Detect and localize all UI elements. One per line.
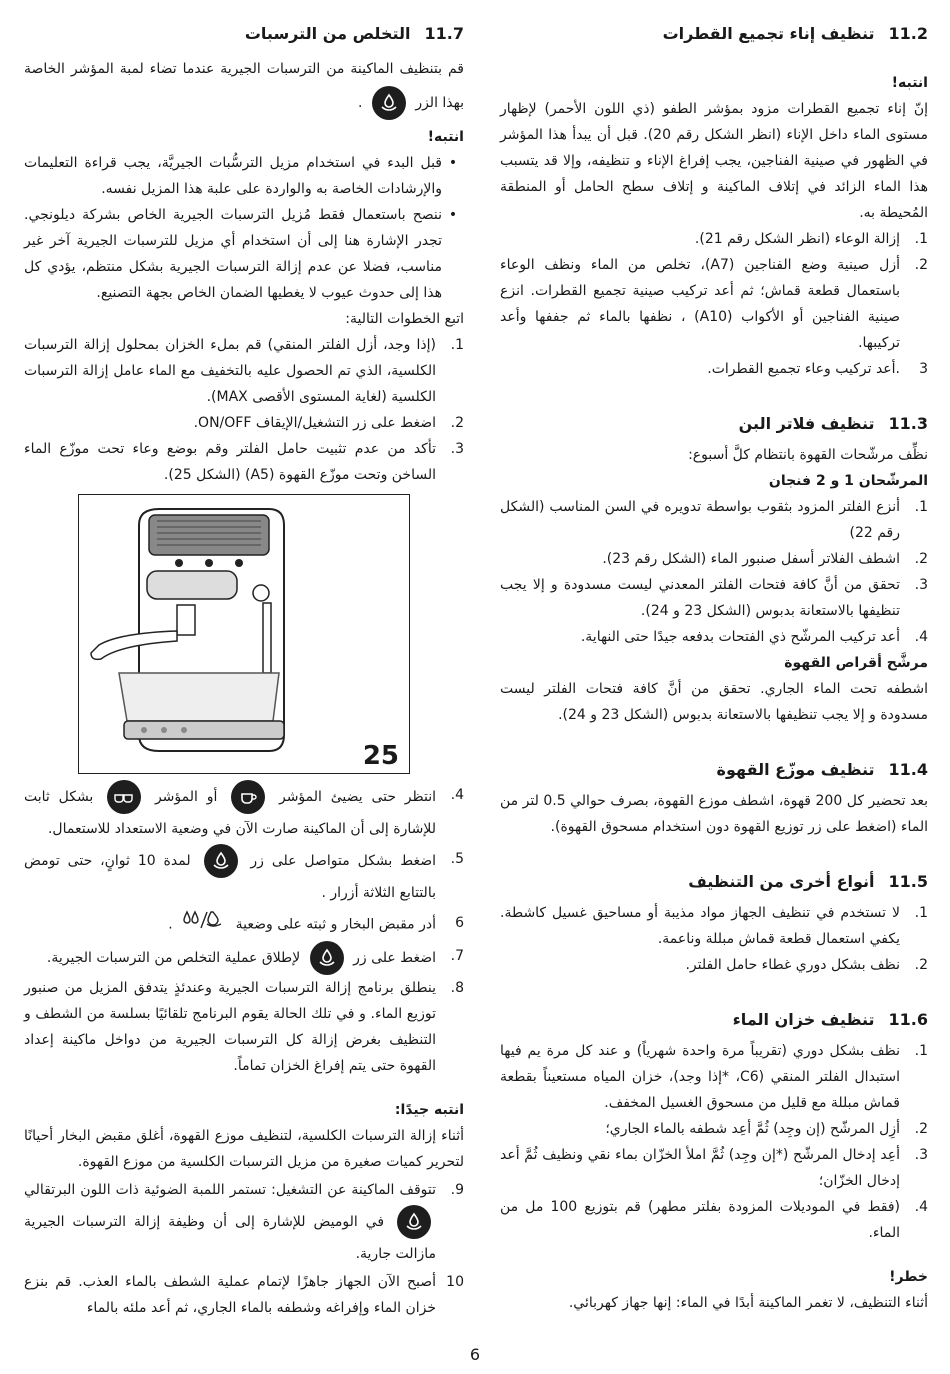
list-item: 8. ينطلق برنامج إزالة الترسبات الجيرية وعندئذٍ يتدفق المزيل من صنبور توزيع الماء. و في تلك الحالة يقوم البرنامج تلقائيًا بسلسة من الشطف و التنظيف بغرض إزالة كل الترسبات الجيرية من دواخل ماكينة إعداد القهوة حتى يتم إفراغ الخزان تماماً. <box>24 980 464 1074</box>
paragraph: اشطفه تحت الماء الجاري. تحقق من أنَّ كافة فتحات الفلتر ليست مسدودة و إلا يجب تنظيفها بالاستعانة بدبوس (الشكل 23 و 24). <box>500 681 928 723</box>
coffee-machine-illustration <box>79 495 409 773</box>
danger-label: خطر! <box>889 1269 928 1285</box>
subheading: مرشَّح أقراص القهوة <box>784 655 928 671</box>
list-item: 2. اضغط على زر التشغيل/الإيقاف ON/OFF. <box>193 415 464 431</box>
warning-label: انتبه جيدًا: <box>394 1102 464 1118</box>
descale-icon <box>310 941 344 975</box>
list-item: 4. أعد تركيب المرشّح ذي الفتحات بدفعه جيدًا حتى النهاية. <box>580 629 928 645</box>
figure-coffee-machine <box>78 494 410 774</box>
list-item: 1. أنزع الفلتر المزود بثقوب بواسطة تدويره في السن المناسب (الشكل رقم 22) <box>500 499 928 541</box>
list-item: 4. (فقط في الموديلات المزودة بفلتر مطهر) قم بتوزيع 100 مل من الماء. <box>500 1199 928 1241</box>
list-item: 2. أزِل المرشّح (إن وجِد) ثُمَّ أعِد شطفه بالماء الجاري؛ <box>605 1121 928 1137</box>
left-column <box>24 12 464 1321</box>
list-item: 2. اشطف الفلاتر أسفل صنبور الماء (الشكل رقم 23). <box>602 551 928 567</box>
subheading: المرشّحان 1 و 2 فنجان <box>768 473 928 489</box>
paragraph: إنّ إناء تجميع القطرات مزود بمؤشر الطفو (ذي اللون الأحمر) لإظهار مستوى الماء داخل الإناء (انظر الشكل رقم 20). قبل أن يبدأ هذا المؤشر في الظهور في صينية الفناجين، يجب إفراغ الإناء و تنظيفه، وإلا قد يتسبب هذا الماء الزائد في إتلاف الماكينة و إتلاف سطح الحامل أو المنطقة المُحيطة به. <box>500 101 929 221</box>
list-item: 9. تتوقف الماكينة عن التشغيل: تستمر اللمبة الضوئية ذات اللون البرتقالي في الوميض للإشارة إلى أن وظيفة إزالة الترسبات الجيرية مازالت جارية. <box>24 1182 464 1262</box>
section-heading-11-4: 11.4تنظيف موزّع القهوة <box>716 760 928 779</box>
list-item: 3. تحقق من أنَّ كافة فتحات الفلتر المعدني ليست مسدودة و إلا يجب تنظيفها بالاستعانة بدبوس (الشكل 23 و 24). <box>500 577 928 619</box>
paragraph: أثناء التنظيف، لا تغمر الماكينة أبدًا في الماء: إنها جهاز كهربائي. <box>568 1295 928 1311</box>
paragraph: قم بتنظيف الماكينة من الترسبات الجيرية عندما تضاء لمبة المؤشر الخاصة بهذا الزر . <box>24 52 464 120</box>
double-cup-icon <box>107 780 141 814</box>
list-item: 3. تأكد من عدم تثبيت حامل الفلتر وقم بوضع وعاء تحت موزّع الماء الساخن وتحت موزّع القهوة (A5) (الشكل 25). <box>24 441 464 483</box>
list-item: 4. انتظر حتى يضيئ المؤشر أو المؤشر بشكل ثابت للإشارة إلى أن الماكينة صارت الآن في وضعية الاستعداد للاستعمال. <box>24 780 464 844</box>
descale-icon <box>372 86 406 120</box>
descale-icon <box>204 844 238 878</box>
section-heading-11-3: 11.3تنظيف فلاتر البن <box>738 414 928 433</box>
list-item: 3. أعِد إدخال المرشّح (*إن وجِد) ثُمَّ املأ الخزّان بماء نقي ونظيف ثُمَّ أعد إدخال الخزّان؛ <box>500 1147 928 1189</box>
list-item: 7. اضغط على زر لإطلاق عملية التخلص من الترسبات الجيرية. <box>24 941 464 975</box>
list-item: 3 .أعد تركيب وعاء تجميع القطرات. <box>707 361 928 377</box>
list-item: 2. نظف بشكل دوري غطاء حامل الفلتر. <box>685 957 928 973</box>
bullet-item: • ننصح باستعمال فقط مُزيل الترسبات الجيرية الخاص بشركة ديلونجي. تجدر الإشارة هنا إلى أن استخدام أي مزيل للترسبات الجيرية آخر غير مناسب، فضلا عن عدم إزالة الترسبات الجيرية بشكل منتظم، يؤدي كل هذا إلى حدوث عيوب لا يغطيها الضمان الخاص بجهة التصنيع. <box>24 207 458 301</box>
section-heading-11-2: 11.2تنظيف إناء تجميع القطرات <box>662 24 928 43</box>
section-heading-11-7: 11.7التخلص من الترسبات <box>244 24 464 43</box>
section-heading-11-6: 11.6تنظيف خزان الماء <box>732 1010 928 1029</box>
list-item: 6 أدر مقبض البخار و ثبته على وضعية . <box>24 908 464 941</box>
list-item: 5. اضغط بشكل متواصل على زر لمدة 10 ثوانٍ، حتى تومض بالتتابع الثلاثة أزرار . <box>24 844 464 908</box>
warning-label: انتبه! <box>427 129 464 145</box>
list-item: 1. نظف بشكل دوري (تقريباً مرة واحدة شهرياً) و عند كل مرة يم فيها استبدال الفلتر المنقي (C6، *إذا وجد)، خزان المياه مستعيناً بقطعة قماش مبللة مع قليل من مسحوق الغسيل المخفف. <box>500 1043 928 1111</box>
figure-number: 25 <box>362 741 399 771</box>
descale-icon <box>397 1205 431 1239</box>
paragraph: اتبع الخطوات التالية: <box>345 311 464 327</box>
list-item: 1. إزالة الوعاء (انظر الشكل رقم 21). <box>694 231 928 247</box>
paragraph: بعد تحضير كل 200 قهوة، اشطف موزع القهوة، بصرف حوالي 0.5 لتر من الماء (اضغط على زر توزيع القهوة دون استخدام مسحوق القهوة). <box>500 793 928 835</box>
bullet-item: • قبل البدء في استخدام مزيل الترسُّبات الجيريَّة، يجب قراءة التعليمات والإرشادات الخاصة به والواردة على علبة هذا المزيل نفسه. <box>24 155 458 197</box>
section-heading-11-5: 11.5أنواع أخرى من التنظيف <box>688 872 928 891</box>
paragraph: نظِّف مرشّحات القهوة بانتظام كلَّ أسبوع: <box>688 447 928 463</box>
list-item: 2. أزل صينية وضع الفناجين (A7)، تخلص من الماء ونظف الوعاء باستعمال قطعة قماش؛ ثم أعد تركيب صينية تجميع القطرات. انزع صينية الفناجين أو الأكواب (A10) ، نظفها بالماء ثم جففها وأعد تركيبها. <box>500 257 928 351</box>
list-item: 10 أصبح الآن الجهاز جاهزًا لإتمام عملية الشطف بالماء العذب. قم بنزع خزان الماء وإفراغه وشطفه بالماء الجاري، ثم أعد ملئه بالماء <box>24 1274 464 1316</box>
list-item: 1. لا تستخدم في تنظيف الجهاز مواد مذيبة أو مساحيق غسيل كاشطة. يكفي استعمال قطعة قماش مبللة وناعمة. <box>500 905 928 947</box>
right-column <box>500 12 928 1316</box>
list-item: 1. (إذا وجد، أزل الفلتر المنقي) قم بملء الخزان بمحلول إزالة الترسبات الكلسية، الذي تم الحصول عليه بالتخفيف مع الماء عامل إزالة الترسبات الكلسية (لغاية المستوى الأقصى MAX). <box>24 337 464 405</box>
paragraph: أثناء إزالة الترسبات الكلسية، لتنظيف موزع القهوة، أغلق مقبض البخار أحيانًا لتحرير كميات صغيرة من مزيل الترسبات الكلسية من موزع القهوة. <box>24 1128 464 1170</box>
steam-icon <box>181 908 227 941</box>
page-number: 6 <box>469 1345 481 1364</box>
cup-icon <box>231 780 265 814</box>
warning-label: انتبه! <box>891 75 928 91</box>
